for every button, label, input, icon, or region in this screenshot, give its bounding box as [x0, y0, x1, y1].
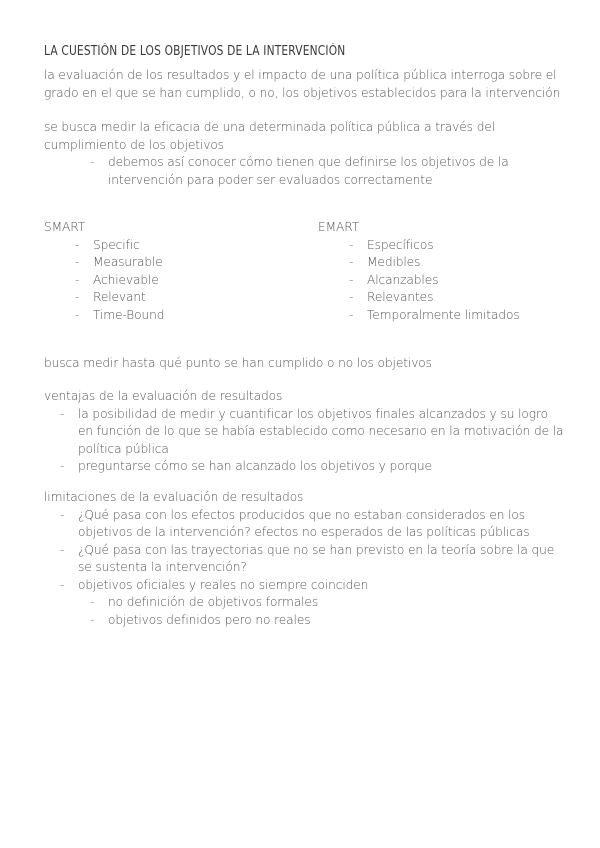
emart-list [318, 237, 568, 325]
smart-heading: SMART [44, 220, 86, 234]
list-item: - no definición de objetivos formales [44, 594, 564, 612]
smart-column [44, 219, 294, 324]
ventajas-heading: ventajas de la evaluación de resultados [44, 389, 283, 403]
list-item: - ¿Qué pasa con los efectos producidos que no estaban considerados en los objetivos de la intervención? efectos no esperados de las políticas públicas [44, 507, 564, 542]
list-item: - Alcanzables [318, 272, 568, 290]
list-item: - ¿Qué pasa con las trayectorias que no se han previsto en la teoría sobre la que se sustenta la intervención? [44, 542, 564, 577]
list-item: - Medibles [318, 254, 568, 272]
medir-paragraph: busca medir hasta qué punto se han cumplido o no los objetivos [44, 356, 432, 370]
eficacia-section [44, 119, 564, 189]
list-item: - objetivos definidos pero no reales [44, 612, 564, 630]
emart-column [318, 219, 568, 324]
list-item: - Achievable [44, 272, 294, 290]
list-item: - la posibilidad de medir y cuantificar los objetivos finales alcanzados y su logro en función de lo que se había establecido como necesario en la motivación de la política pública [44, 406, 564, 459]
list-item: - Específicos [318, 237, 568, 255]
smart-list [44, 237, 294, 325]
eficacia-list [44, 154, 564, 189]
emart-heading: EMART [318, 220, 360, 234]
list-item: - Relevant [44, 289, 294, 307]
ventajas-list [44, 406, 564, 476]
limitaciones-heading: limitaciones de la evaluación de resultados [44, 490, 304, 504]
limitaciones-list [44, 507, 564, 595]
list-item: - Temporalmente limitados [318, 307, 568, 325]
list-item: - Measurable [44, 254, 294, 272]
list-item: - objetivos oficiales y reales no siempre coinciden [44, 577, 564, 595]
list-item: - Time-Bound [44, 307, 294, 325]
eficacia-paragraph: se busca medir la eficacia de una determinada política pública a través del cumplimiento de los objetivos [44, 120, 496, 152]
list-item: - preguntarse cómo se han alcanzado los objetivos y porque [44, 458, 564, 476]
ventajas-section [44, 388, 564, 476]
list-item: - Specific [44, 237, 294, 255]
list-item: - debemos así conocer cómo tienen que definirse los objetivos de la intervención para poder ser evaluados correctamente [44, 154, 564, 189]
intro-paragraph: la evaluación de los resultados y el impacto de una política pública interroga sobre el grado en el que se han cumplido, o no, los objetivos establecidos para la intervención [44, 68, 561, 100]
limitaciones-section [44, 489, 564, 629]
limitaciones-sublist [44, 594, 564, 629]
list-item: - Relevantes [318, 289, 568, 307]
page-title: LA CUESTIÓN DE LOS OBJETIVOS DE LA INTERVENCIÓN [44, 44, 346, 59]
